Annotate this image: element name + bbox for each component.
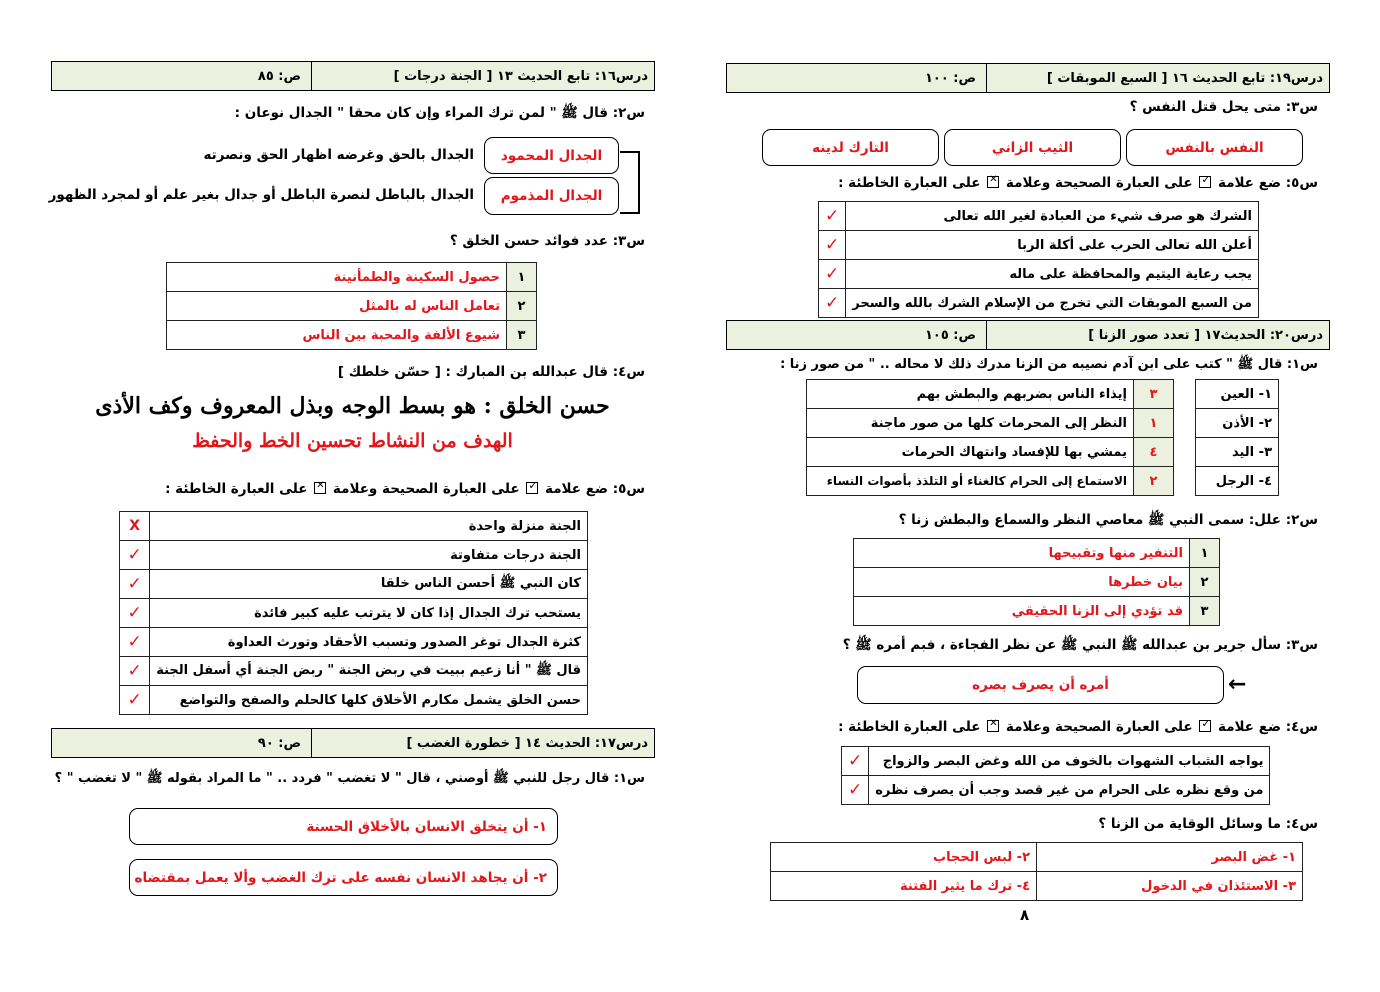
match-item: ٣- اليد — [1196, 438, 1279, 467]
instruction-part: على العبارة الصحيحة وعلامة — [1005, 175, 1193, 191]
benefits-table — [166, 262, 537, 350]
match-text: النظر إلى المحرمات كلها من صور ماجنة — [807, 409, 1134, 438]
statement: كان النبي ﷺ أحسن الناس خلقا — [150, 570, 588, 599]
match-text: يمشي بها للإفساد وانتهاك الحرمات — [807, 438, 1134, 467]
answer-box: الثيب الزاني — [944, 129, 1121, 166]
answer-box: ٢- أن يجاهد الانسان نفسه على ترك الغضب وألا يعمل بمقتضاه — [129, 859, 558, 896]
instruction-part: على العبارة الخاطئة : — [838, 719, 981, 735]
instruction-part: س٤: ضع علامة — [1218, 719, 1318, 735]
match-item: ٤- الرجل — [1196, 467, 1279, 496]
statement: قال ﷺ " أنا زعيم ببيت في ربض الجنة " ربض الجنة أي أسفل الجنة — [150, 657, 588, 686]
table-row — [120, 512, 588, 541]
statement: يجب رعاية اليتيم والمحافظة على ماله — [846, 260, 1259, 289]
check-mark-icon: ✓ — [842, 747, 869, 776]
true-false-table — [841, 746, 1270, 805]
answer: ٢- لبس الحجاب — [771, 843, 1037, 872]
page-ref: ص: ١٠٥ — [727, 321, 987, 349]
instruction-part: على العبارة الخاطئة : — [838, 175, 981, 191]
table-row — [120, 657, 588, 686]
reasons-table — [853, 538, 1220, 626]
row-number: ١ — [507, 263, 537, 292]
bracket — [620, 151, 640, 214]
match-number: ٣ — [1134, 380, 1174, 409]
answer-box: النفس بالنفس — [1126, 129, 1303, 166]
lesson16-header — [51, 61, 655, 91]
row-number: ١ — [1190, 539, 1220, 568]
match-item: ٢- الأذن — [1196, 409, 1279, 438]
statement: الجنة منزلة واحدة — [150, 512, 588, 541]
answer: التنفير منها وتقبيحها — [854, 539, 1190, 568]
table-row — [120, 541, 588, 570]
instruction-part: س٥: ضع علامة — [545, 481, 645, 497]
row-number: ٢ — [1190, 568, 1220, 597]
matching-right-table — [806, 379, 1174, 496]
question: س٣: عدد فوائد حسن الخلق ؟ — [449, 233, 645, 249]
answer: بيان خطرها — [854, 568, 1190, 597]
instruction-part: على العبارة الخاطئة : — [165, 481, 308, 497]
question: س٤: ما وسائل الوقاية من الزنا ؟ — [1098, 816, 1318, 832]
check-mark-icon: ✓ — [120, 657, 150, 686]
question: س٢: قال ﷺ " لمن ترك المراء وإن كان محقا " الجدال نوعان : — [234, 105, 645, 121]
instruction-part: على العبارة الصحيحة وعلامة — [332, 481, 520, 497]
check-mark-icon: ✓ — [819, 202, 846, 231]
statement: من السبع الموبقات التي تخرج من الإسلام الشرك بالله والسحر — [846, 289, 1259, 318]
match-number: ٤ — [1134, 438, 1174, 467]
statement: الشرك هو صرف شيء من العبادة لغير الله تعالى — [846, 202, 1259, 231]
row-number: ٣ — [507, 321, 537, 350]
page-ref: ص: ١٠٠ — [727, 64, 987, 92]
question: س٣: سأل جرير بن عبدالله ﷺ النبي ﷺ عن نظر الفجاءة ، فبم أمره ﷺ ؟ — [842, 637, 1318, 653]
table-row — [819, 202, 1259, 231]
answer-box: التارك لدينه — [762, 129, 939, 166]
question: س٢: علل: سمى النبي ﷺ معاصي النظر والسماع والبطش زنا ؟ — [898, 512, 1318, 528]
match-text: الاستماع إلى الحرام كالغناء أو التلذذ بأصوات النساء — [807, 467, 1134, 496]
checked-box-icon: ✓ — [1201, 717, 1211, 730]
page-ref: ص: ٨٥ — [52, 62, 312, 90]
goal-heading: الهدف من النشاط تحسين الخط والحفظ — [192, 430, 513, 452]
table-row — [819, 231, 1259, 260]
table-row — [120, 570, 588, 599]
matching-left-table — [1195, 379, 1279, 496]
table-row — [842, 747, 1270, 776]
crossed-box-icon: ✕ — [987, 720, 999, 732]
definition-heading: حسن الخلق : هو بسط الوجه وبذل المعروف وكف الأذى — [95, 393, 610, 419]
answer: شيوع الألفة والمحبة بين الناس — [167, 321, 507, 350]
lesson-title: درس٢٠: الحديث١٧ [ تعدد صور الزنا ] — [1088, 327, 1323, 343]
type-description: الجدال بالباطل لنصرة الباطل أو جدال بغير علم أو لمجرد الظهور — [48, 187, 474, 203]
statement: يواجه الشباب الشهوات بالخوف من الله وغض البصر والزواج — [869, 747, 1270, 776]
lesson-title: درس١٧: الحديث ١٤ [ خطورة الغضب ] — [406, 735, 648, 751]
crossed-box-icon: ✕ — [987, 176, 999, 188]
instruction — [165, 481, 645, 497]
statement: يستحب ترك الجدال إذا كان لا يترتب عليه كبير فائدة — [150, 599, 588, 628]
page-number: ٨ — [1020, 906, 1030, 924]
type-box: الجدال المذموم — [484, 177, 619, 215]
answer-box: أمره أن يصرف بصره — [857, 666, 1224, 704]
row-number: ٣ — [1190, 597, 1220, 626]
crossed-box-icon: ✕ — [314, 482, 326, 494]
lesson19-header — [726, 63, 1330, 93]
page-ref: ص: ٩٠ — [52, 729, 312, 757]
lesson-title: درس١٩: تابع الحديث ١٦ [ السبع الموبقات ] — [1046, 70, 1323, 86]
cross-mark-icon: X — [120, 512, 150, 541]
instruction-part: س٥: ضع علامة — [1218, 175, 1318, 191]
checked-box-icon: ✓ — [1201, 173, 1211, 186]
check-mark-icon: ✓ — [819, 289, 846, 318]
lesson20-header — [726, 320, 1330, 350]
answer-box: ١- أن يتخلق الانسان بالأخلاق الحسنة — [129, 808, 558, 845]
match-text: إيذاء الناس بضربهم والبطش بهم — [807, 380, 1134, 409]
check-mark-icon: ✓ — [819, 231, 846, 260]
instruction-part: على العبارة الصحيحة وعلامة — [1005, 719, 1193, 735]
statement: كثرة الجدال توغر الصدور وتسبب الأحقاد وتورث العداوة — [150, 628, 588, 657]
instruction — [838, 175, 1318, 191]
lesson-title: درس١٦: تابع الحديث ١٣ [ الجنة درجات ] — [393, 68, 648, 84]
statement: أعلن الله تعالى الحرب على أكلة الربا — [846, 231, 1259, 260]
instruction — [838, 719, 1318, 735]
check-mark-icon: ✓ — [120, 541, 150, 570]
check-mark-icon: ✓ — [120, 628, 150, 657]
check-mark-icon: ✓ — [819, 260, 846, 289]
type-description: الجدال بالحق وغرضه اظهار الحق ونصرته — [203, 147, 474, 163]
check-mark-icon: ✓ — [120, 599, 150, 628]
type-box: الجدال المحمود — [484, 137, 619, 174]
match-item: ١- العين — [1196, 380, 1279, 409]
answer: ١- غض البصر — [1037, 843, 1303, 872]
checked-box-icon: ✓ — [528, 479, 538, 492]
question: س١: قال رجل للنبي ﷺ أوصني ، قال " لا تغضب " فردد .. " ما المراد بقوله ﷺ " لا تغضب " ؟ — [54, 771, 645, 786]
match-number: ٢ — [1134, 467, 1174, 496]
table-row — [120, 686, 588, 715]
statement: حسن الخلق يشمل مكارم الأخلاق كلها كالحلم والصفح والتواضع — [150, 686, 588, 715]
table-row — [120, 628, 588, 657]
answer: ٣- الاستئذان في الدخول — [1037, 872, 1303, 901]
check-mark-icon: ✓ — [120, 570, 150, 599]
answer: تعامل الناس له بالمثل — [167, 292, 507, 321]
question: س٤: قال عبدالله بن المبارك : [ حسّن خلطك ] — [337, 364, 645, 380]
answer: ٤- ترك ما يثير الفتنة — [771, 872, 1037, 901]
prevention-table — [770, 842, 1303, 901]
table-row — [819, 289, 1259, 318]
true-false-table — [119, 511, 588, 715]
table-row — [819, 260, 1259, 289]
answer: حصول السكينة والطمأنينة — [167, 263, 507, 292]
lesson17-header — [51, 728, 655, 758]
row-number: ٢ — [507, 292, 537, 321]
check-mark-icon: ✓ — [842, 776, 869, 805]
arrow-left-icon: ← — [1228, 672, 1247, 697]
check-mark-icon: ✓ — [120, 686, 150, 715]
table-row — [842, 776, 1270, 805]
statement: من وقع نظره على الحرام من غير قصد وجب أن يصرف نظره — [869, 776, 1270, 805]
question: س١: قال ﷺ " كتب على ابن آدم نصيبه من الزنا مدرك ذلك لا محاله .. " من صور زنا : — [780, 357, 1318, 372]
answer: قد تؤدي إلى الزنا الحقيقي — [854, 597, 1190, 626]
table-row — [120, 599, 588, 628]
true-false-table — [818, 201, 1259, 318]
question: س٣: متى يحل قتل النفس ؟ — [1129, 99, 1318, 115]
match-number: ١ — [1134, 409, 1174, 438]
statement: الجنة درجات متفاوتة — [150, 541, 588, 570]
